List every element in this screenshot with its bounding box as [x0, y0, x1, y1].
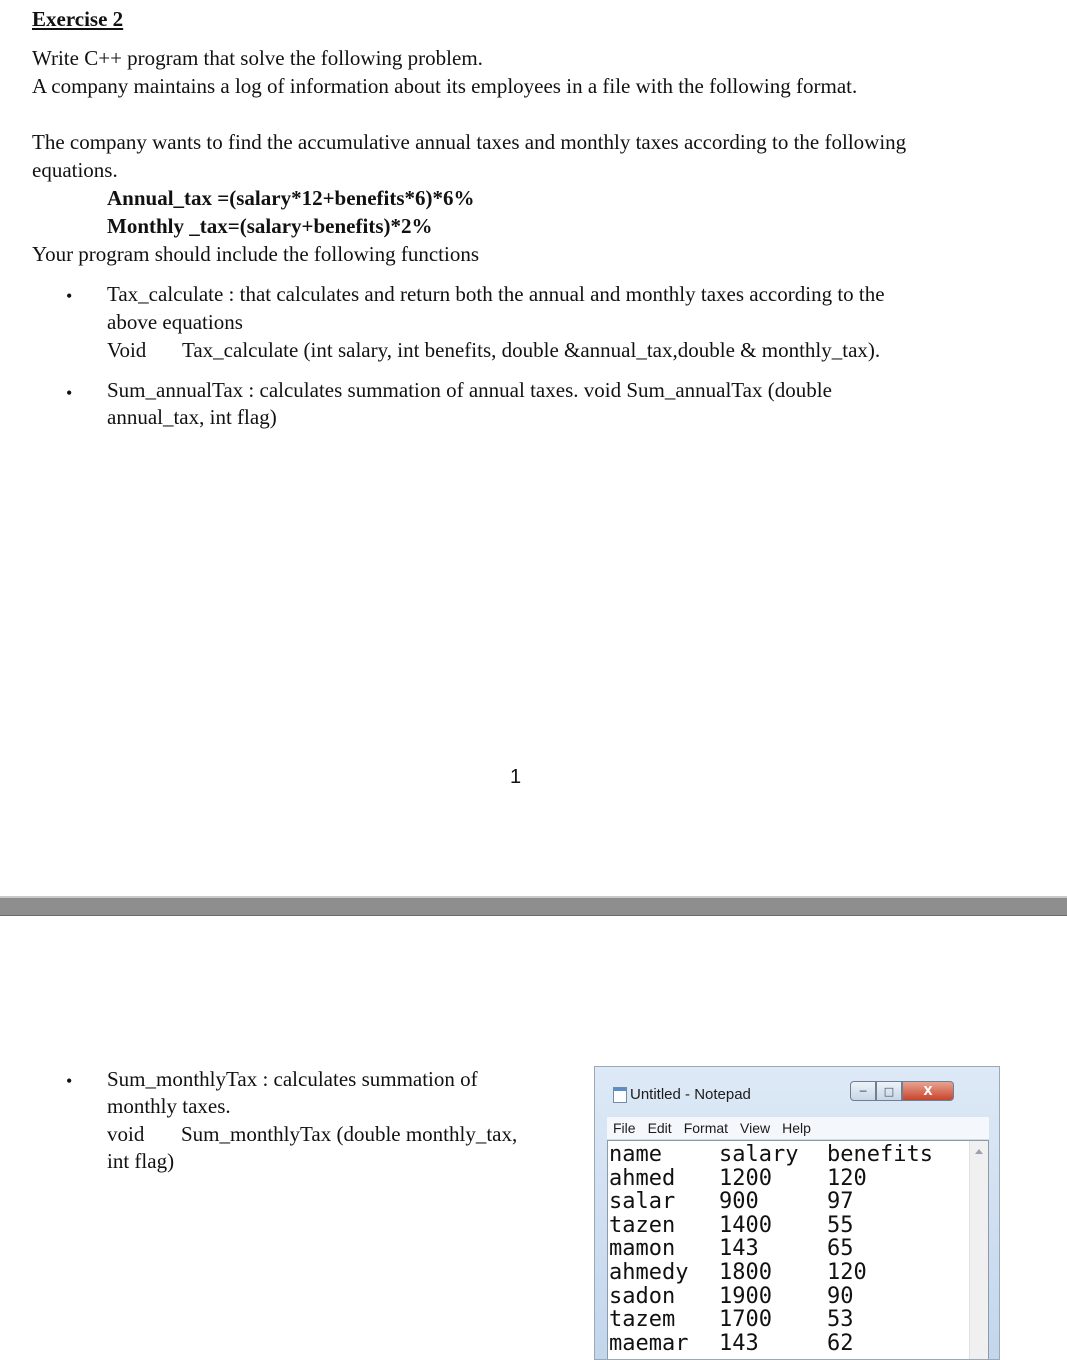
cell-salary: 143 — [719, 1236, 759, 1262]
sum-monthly-tax-return-type: void — [107, 1122, 145, 1146]
menu-view[interactable]: View — [740, 1120, 771, 1136]
cell-benefits: 53 — [827, 1307, 854, 1333]
page-divider — [0, 896, 1067, 916]
window-controls — [850, 1081, 954, 1103]
cell-benefits: 90 — [827, 1283, 854, 1309]
exercise-title: Exercise 2 — [32, 7, 124, 31]
requirement-line-1: The company wants to find the accumulative annual taxes and monthly taxes according to the following — [32, 130, 907, 154]
bullet-1-marker: • — [66, 286, 73, 306]
minimize-button[interactable] — [850, 1081, 876, 1101]
menu-file[interactable]: File — [613, 1120, 636, 1136]
table-row — [609, 1167, 947, 1191]
cell-name: ahmed — [609, 1165, 676, 1191]
cell-name: maemar — [609, 1330, 689, 1356]
sum-annual-tax-description: Sum_annualTax : calculates summation of annual taxes. void Sum_annualTax (double — [107, 378, 832, 402]
cell-name: ahmedy — [609, 1259, 689, 1285]
sum-monthly-tax-signature-cont: int flag) — [107, 1149, 175, 1173]
cell-salary: 1700 — [719, 1307, 772, 1333]
table-header-row — [609, 1143, 947, 1167]
tax-calculate-signature: Tax_calculate (int salary, int benefits, double &annual_tax,double & monthly_tax). — [182, 338, 881, 362]
maximize-button[interactable] — [876, 1081, 902, 1101]
cell-benefits: 55 — [827, 1212, 854, 1238]
cell-benefits: 120 — [827, 1259, 867, 1285]
sum-annual-tax-signature-cont: annual_tax, int flag) — [107, 405, 277, 429]
cell-salary: 1200 — [719, 1165, 772, 1191]
cell-salary: 900 — [719, 1189, 759, 1215]
minimize-icon: ─ — [859, 1084, 867, 1098]
header-salary: salary — [719, 1142, 799, 1167]
menu-help[interactable]: Help — [782, 1120, 811, 1136]
notepad-menubar — [607, 1117, 989, 1140]
monthly-tax-equation: Monthly _tax=(salary+benefits)*2% — [107, 214, 433, 238]
cell-benefits: 97 — [827, 1189, 854, 1215]
cell-name: tazen — [609, 1212, 676, 1238]
cell-name: tazem — [609, 1307, 676, 1333]
notepad-text-area[interactable] — [607, 1140, 989, 1360]
annual-tax-equation: Annual_tax =(salary*12+benefits*6)*6% — [107, 186, 475, 210]
tax-calculate-description-cont: above equations — [107, 310, 243, 334]
table-row — [609, 1308, 947, 1332]
page-number: 1 — [510, 766, 522, 788]
header-benefits: benefits — [827, 1142, 933, 1167]
sum-monthly-tax-signature: Sum_monthlyTax (double monthly_tax, — [181, 1122, 518, 1146]
cell-salary: 1800 — [719, 1259, 772, 1285]
cell-salary: 1900 — [719, 1283, 772, 1309]
intro-line-2: A company maintains a log of information about its employees in a file with the following format. — [32, 74, 858, 98]
table-row — [609, 1332, 947, 1356]
sum-monthly-tax-description-cont: monthly taxes. — [107, 1094, 231, 1118]
menu-format[interactable]: Format — [683, 1120, 729, 1136]
table-row — [609, 1190, 947, 1214]
notepad-window — [594, 1066, 1000, 1360]
header-name: name — [609, 1142, 662, 1167]
cell-benefits: 65 — [827, 1236, 854, 1262]
cell-name: salar — [609, 1189, 676, 1215]
cell-benefits: 120 — [827, 1165, 867, 1191]
cell-benefits: 62 — [827, 1330, 854, 1356]
notepad-title: Untitled - Notepad — [630, 1086, 751, 1103]
cell-salary: 1400 — [719, 1212, 772, 1238]
maximize-icon: □ — [883, 1084, 895, 1098]
tax-calculate-return-type: Void — [107, 338, 147, 362]
cell-name: mamon — [609, 1236, 676, 1262]
table-row — [609, 1214, 947, 1238]
cell-salary: 143 — [719, 1330, 759, 1356]
tax-calculate-description: Tax_calculate : that calculates and return both the annual and monthly taxes according to the — [107, 282, 885, 306]
requirement-line-2: equations. — [32, 158, 118, 182]
notepad-app-icon — [613, 1087, 627, 1103]
intro-line-1: Write C++ program that solve the following problem. — [32, 46, 483, 70]
functions-intro: Your program should include the following functions — [32, 242, 479, 266]
close-button[interactable] — [902, 1081, 954, 1101]
employee-table — [609, 1143, 947, 1355]
table-row — [609, 1261, 947, 1285]
bullet-3-marker: • — [66, 1071, 73, 1091]
sum-monthly-tax-description: Sum_monthlyTax : calculates summation of — [107, 1067, 478, 1091]
scroll-up-icon[interactable] — [975, 1149, 983, 1154]
menu-edit[interactable]: Edit — [647, 1120, 672, 1136]
vertical-scrollbar[interactable] — [969, 1141, 988, 1360]
table-row — [609, 1285, 947, 1309]
bullet-2-marker: • — [66, 383, 73, 403]
table-row — [609, 1237, 947, 1261]
close-icon: X — [923, 1084, 933, 1098]
notepad-titlebar[interactable] — [595, 1067, 999, 1119]
cell-name: sadon — [609, 1283, 676, 1309]
